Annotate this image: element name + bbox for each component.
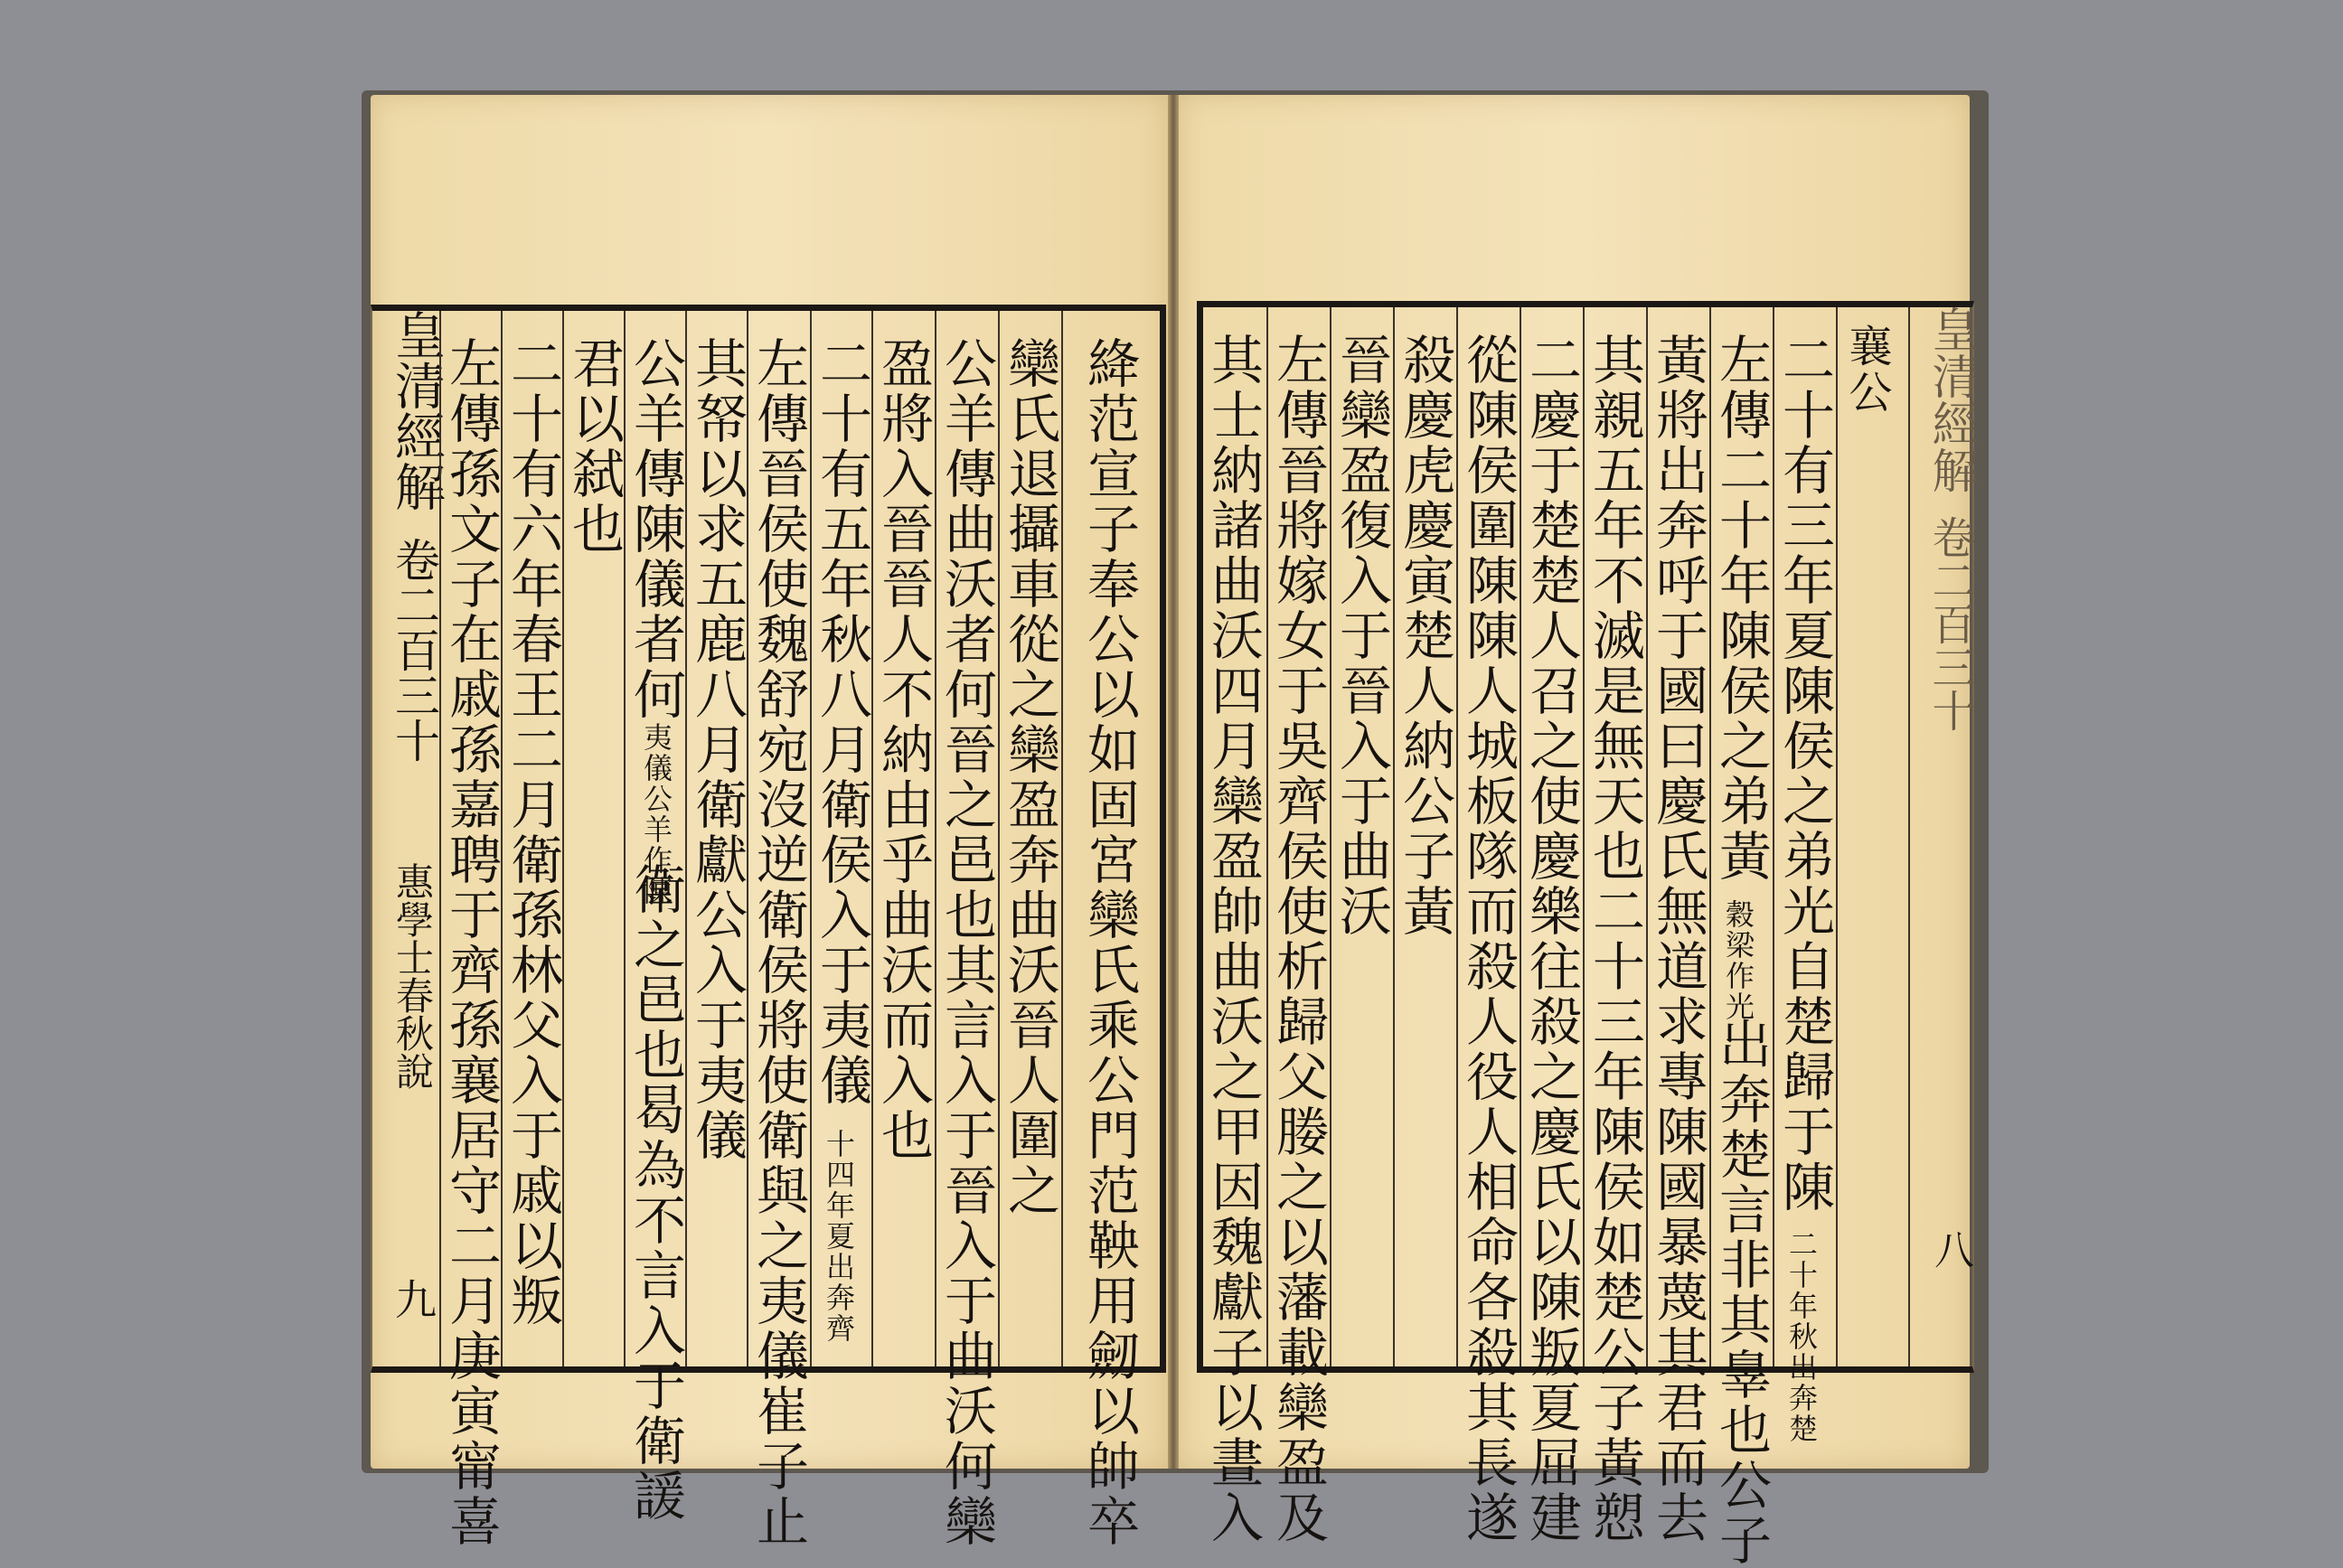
left-page-frame bbox=[371, 305, 1166, 1549]
left-column-6 bbox=[810, 311, 871, 1366]
left-page-number: 九 bbox=[389, 1278, 438, 1319]
column-text: 左傳晉侯使魏舒宛沒逆衛侯將使衛與之夷儀崔子止 bbox=[748, 336, 809, 1549]
column-text: 晉欒盈復入于晉入于曲沃 bbox=[1331, 333, 1392, 939]
column-text: 公羊傳陳儀者何 bbox=[625, 336, 686, 722]
column-text: 二十有六年春王二月衛孫林父入于戚以叛 bbox=[502, 336, 563, 1329]
column-annotation: 十四年夏出奔齊 bbox=[822, 1129, 856, 1344]
left-column-7 bbox=[747, 311, 810, 1549]
column-text: 左傳孫文子在戚孫嘉聘于齊孫襄居守二月庚寅甯喜 bbox=[440, 336, 502, 1549]
column-text: 其士納諸曲沃四月欒盈帥曲沃之甲因魏獻子以晝入 bbox=[1202, 333, 1264, 1545]
left-column-5 bbox=[871, 311, 935, 1366]
column-text: 盈將入晉晉人不納由乎曲沃而入也 bbox=[872, 336, 934, 1163]
column-text: 其親五年不滅是無天也二十三年陳侯如楚公子黃愬 bbox=[1584, 333, 1645, 1545]
right-column-8 bbox=[1393, 307, 1456, 1366]
left-column-10 bbox=[562, 311, 624, 1366]
right-column-7 bbox=[1456, 307, 1520, 1545]
right-column-2 bbox=[1773, 307, 1836, 1444]
left-column-2 bbox=[1061, 311, 1162, 1549]
column-text: 左傳二十年陳侯之弟黃 bbox=[1710, 333, 1772, 884]
column-text: 左傳晉將嫁女于吳齊侯使析歸父媵之以藩載欒盈及 bbox=[1267, 333, 1329, 1545]
right-column-6 bbox=[1520, 307, 1583, 1545]
left-margin-column bbox=[372, 309, 446, 1366]
right-column-3 bbox=[1709, 307, 1773, 1568]
column-text: 公羊傳曲沃者何晉之邑也其言入于晉入于曲沃何欒 bbox=[936, 336, 997, 1549]
left-column-9 bbox=[624, 311, 686, 1524]
right-margin-column bbox=[1908, 305, 1978, 1366]
left-column-4 bbox=[935, 311, 998, 1549]
right-page-frame bbox=[1197, 301, 1978, 1568]
left-column-8 bbox=[685, 311, 747, 1366]
right-column-5 bbox=[1583, 307, 1646, 1545]
column-text: 其帑以求五鹿八月衛獻公入于夷儀 bbox=[686, 336, 748, 1163]
column-text: 二十有三年夏陳侯之弟光自楚歸于陳 bbox=[1774, 333, 1835, 1215]
left-book-title: 惠學士春秋說 bbox=[390, 862, 435, 1090]
column-text-continued: 出奔楚言非其辠也公子 bbox=[1710, 1017, 1772, 1568]
column-text: 二十有五年秋八月衛侯入于夷儀 bbox=[811, 336, 872, 1108]
column-annotation: 二十年秋出奔楚 bbox=[1784, 1229, 1819, 1444]
right-page bbox=[1179, 95, 1978, 1568]
column-text: 二慶于楚楚人召之使慶樂往殺之慶氏以陳叛夏屈建 bbox=[1520, 333, 1582, 1545]
right-chapter-label: 卷二百三十 bbox=[1924, 515, 1975, 732]
right-column-9 bbox=[1330, 307, 1393, 1366]
right-column-4 bbox=[1646, 307, 1709, 1545]
column-text-continued: 衛之邑也曷為不言入于衛諼 bbox=[625, 862, 686, 1524]
right-page-number: 八 bbox=[1927, 1229, 1973, 1269]
left-margin-title: 皇清經解 bbox=[387, 309, 446, 512]
right-column-11 bbox=[1202, 307, 1266, 1545]
column-annotation: 夷儀公羊作陳 bbox=[639, 722, 673, 906]
column-text: 從陳侯圍陳陳人城板隊而殺人役人相命各殺其長遂 bbox=[1457, 333, 1519, 1545]
column-annotation: 穀梁作光 bbox=[1721, 899, 1755, 1022]
reign-heading: 襄公 bbox=[1841, 324, 1892, 416]
column-text: 殺慶虎慶寅楚人納公子黃 bbox=[1394, 333, 1455, 939]
left-page bbox=[371, 95, 1168, 1549]
column-text: 欒氏退攝車從之欒盈奔曲沃晉人圍之 bbox=[999, 336, 1060, 1218]
right-column-1 bbox=[1836, 307, 1908, 1366]
right-margin-title: 皇清經解 bbox=[1924, 305, 1978, 493]
left-column-3 bbox=[998, 311, 1061, 1366]
right-column-10 bbox=[1266, 307, 1330, 1545]
column-text: 絳范宣子奉公以如固宮欒氏乘公門范鞅用劒以帥卒 bbox=[1078, 336, 1140, 1549]
left-chapter-label: 卷二百三十 bbox=[388, 537, 440, 763]
column-text: 君以弑也 bbox=[563, 336, 625, 557]
column-text: 黃將出奔呼于國曰慶氏無道求專陳國暴蔑其君而去 bbox=[1647, 333, 1708, 1545]
book-gutter bbox=[1168, 95, 1179, 1469]
left-column-11 bbox=[501, 311, 562, 1366]
left-column-12 bbox=[439, 311, 502, 1549]
